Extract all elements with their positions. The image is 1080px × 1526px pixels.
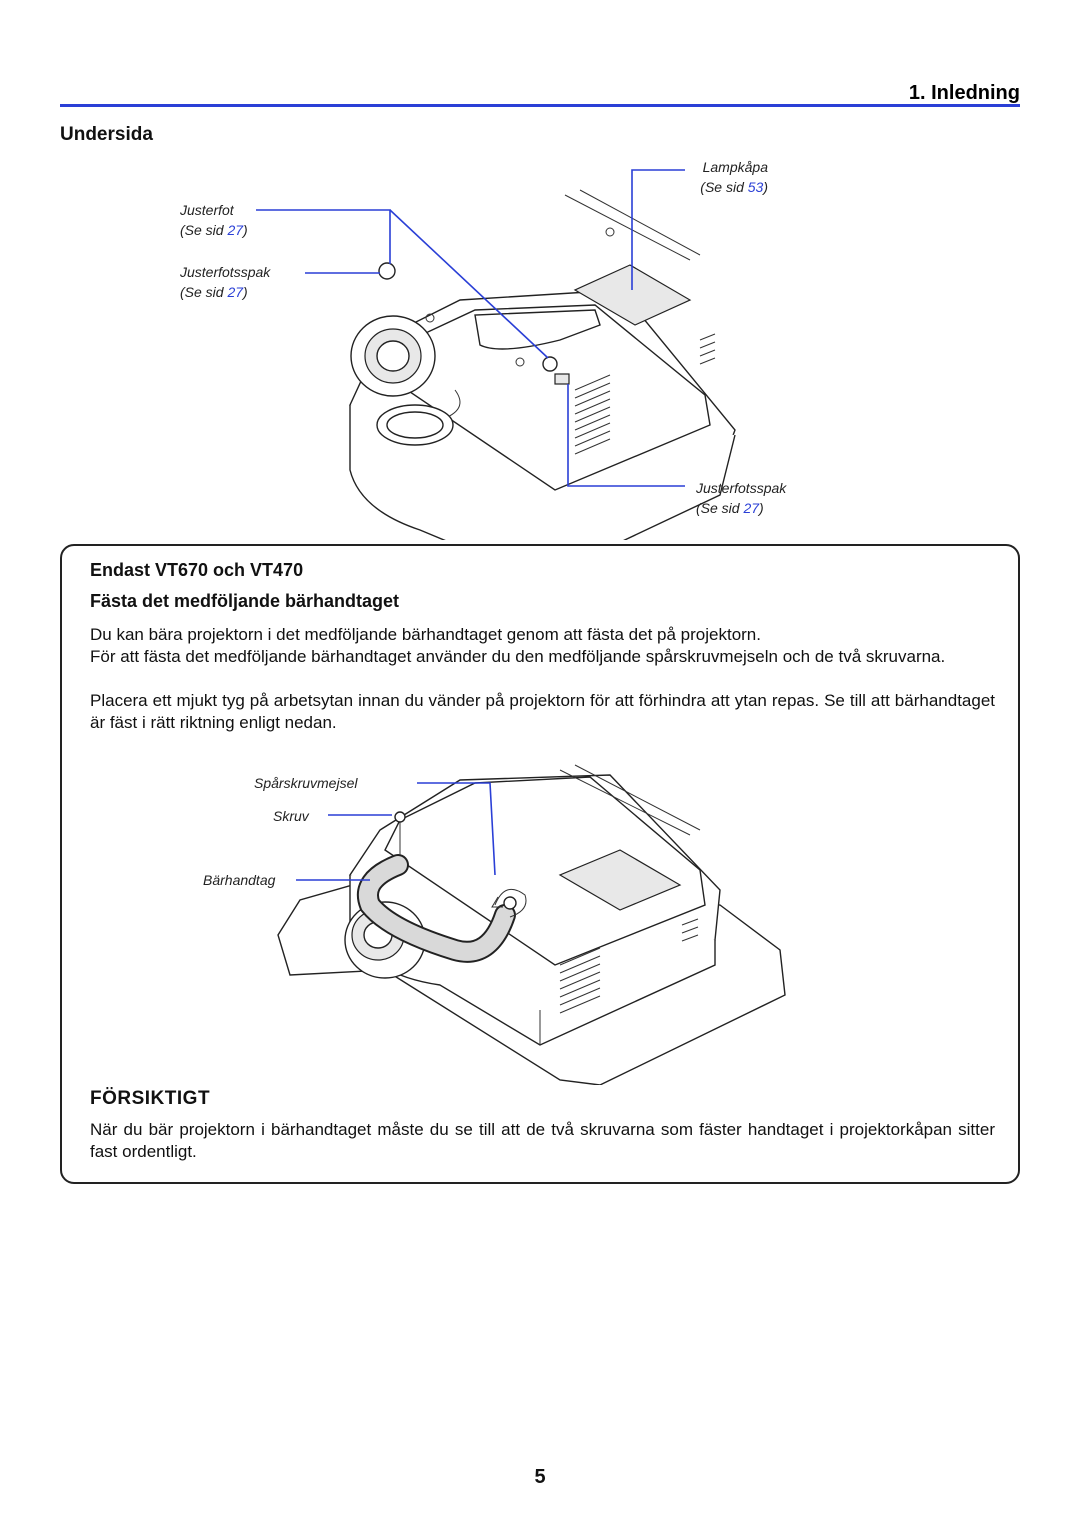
foot-lever-right-ref-page[interactable]: 27 (743, 500, 760, 516)
caution-title: FÖRSIKTIGT (90, 1088, 211, 1109)
foot-lever-left-label (180, 262, 270, 302)
header-rule (60, 104, 1020, 107)
notice-title: Endast VT670 och VT470 (90, 560, 304, 580)
screwdriver-label: Spårskruvmejsel (254, 775, 358, 791)
page-number: 5 (534, 1466, 546, 1488)
foot-lever-left-ref-page[interactable]: 27 (227, 284, 244, 300)
caution-text: När du bär projektorn i bärhandtaget måste du se till att de två skruvarna som fäster handtaget i projektorkåpan sitter fast ordentligt. (90, 1120, 995, 1161)
chapter-title: 1. Inledning (908, 82, 1020, 104)
adjust-foot-ref (180, 220, 248, 240)
notice-paragraph-2: För att fästa det medföljande bärhandtaget använder du den medföljande spårskruvmejseln och de två skruvarna. (90, 647, 946, 666)
notice-subtitle: Fästa det medföljande bärhandtaget (90, 591, 400, 611)
adjust-foot-label (180, 200, 248, 240)
adjust-foot-ref-suffix: ) (243, 222, 248, 238)
handle-attachment-diagram (0, 755, 1080, 1085)
foot-lever-right-ref-prefix: (Se sid (696, 500, 744, 516)
projector-underside-diagram (0, 140, 1080, 540)
foot-lever-left-ref-suffix: ) (243, 284, 248, 300)
foot-lever-left-text: Justerfotsspak (180, 264, 271, 280)
lamp-cover-ref-prefix: (Se sid (700, 179, 748, 195)
foot-lever-right-label (696, 478, 786, 518)
lamp-cover-text: Lampkåpa (702, 159, 768, 175)
foot-lever-right-ref-suffix: ) (759, 500, 764, 516)
adjust-foot-ref-page[interactable]: 27 (227, 222, 244, 238)
lamp-cover-ref (700, 177, 768, 197)
lamp-cover-ref-page[interactable]: 53 (747, 179, 764, 195)
section-title: Undersida (60, 124, 153, 145)
foot-lever-right-text: Justerfotsspak (696, 480, 787, 496)
notice-paragraph-3: Placera ett mjukt tyg på arbetsytan innan du vänder på projektorn för att förhindra att ytan repas. Se till att bärhandtaget är fäst i rätt riktning enligt nedan. (90, 691, 995, 732)
lamp-cover-ref-suffix: ) (763, 179, 768, 195)
notice-paragraph-1: Du kan bära projektorn i det medföljande bärhandtaget genom att fästa det på projektorn. (90, 625, 761, 644)
foot-lever-right-ref (696, 498, 786, 518)
handle-label: Bärhandtag (203, 872, 276, 888)
adjust-foot-text: Justerfot (180, 202, 234, 218)
screw-label: Skruv (273, 808, 309, 824)
adjust-foot-ref-prefix: (Se sid (180, 222, 228, 238)
foot-lever-left-ref-prefix: (Se sid (180, 284, 228, 300)
foot-lever-left-ref (180, 282, 270, 302)
lamp-cover-label (700, 157, 768, 197)
